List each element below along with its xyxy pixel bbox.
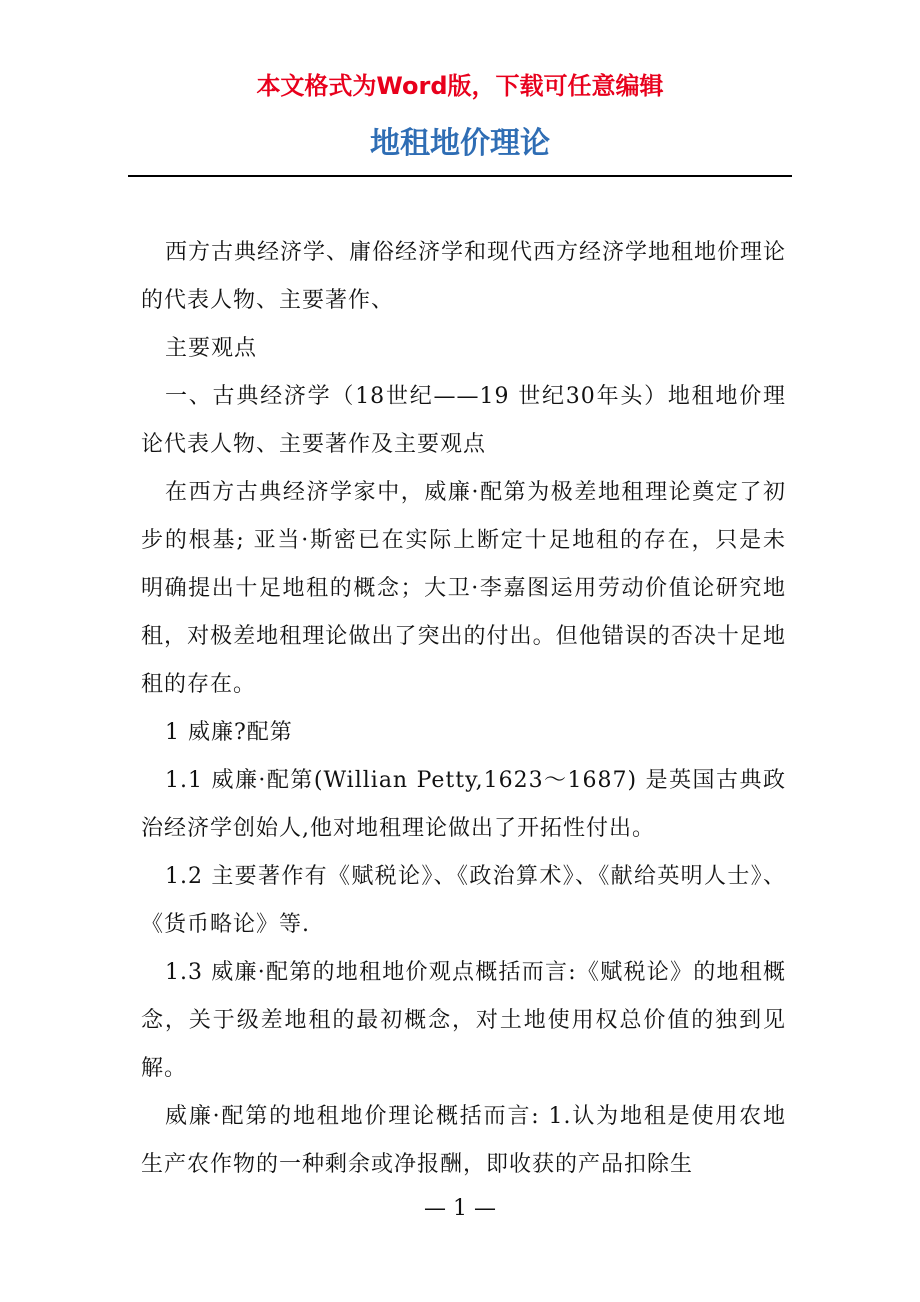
section-heading-classical: 一、古典经济学（18世纪——19 世纪30年头）地租地价理论代表人物、主要著作及主要观点 [141,384,786,457]
paragraph-main-points: 主要观点 [165,336,258,361]
paragraph-petty-views: 1.3 威廉·配第的地租地价观点概括而言:《赋税论》的地租概念，关于级差地租的最初概念，对土地使用权总价值的独到见解。 [141,960,786,1081]
paragraph-petty-bio: 1.1 威廉·配第(Willian Petty,1623～1687) 是英国古典政治经济学创始人,他对地租理论做出了开拓性付出。 [141,768,786,841]
paragraph-intro: 西方古典经济学、庸俗经济学和现代西方经济学地租地价理论的代表人物、主要著作、 [141,240,787,313]
document-title: 地租地价理论 [370,126,550,161]
page-number: — 1 — [424,1196,496,1221]
paragraph-classical-overview: 在西方古典经济学家中，威廉·配第为极差地租理论奠定了初步的根基; 亚当·斯密已在实际上断定十足地租的存在，只是未明确提出十足地租的概念；大卫·李嘉图运用劳动价值论研究地租，对极差地租理论做出了突出的付出。但他错误的否决十足地租的存在。 [141,480,786,697]
format-notice-banner: 本文格式为Word版，下载可任意编辑 [256,72,664,100]
document-body [141,229,786,1189]
subheading-petty: 1 威廉?配第 [165,720,293,745]
title-divider [128,175,792,177]
paragraph-petty-works: 1.2 主要著作有《赋税论》、《政治算术》、《献给英明人士》、《货币略论》等. [141,864,786,937]
paragraph-petty-theory: 威廉·配第的地租地价理论概括而言: 1.认为地租是使用农地生产农作物的一种剩余或净报酬，即收获的产品扣除生 [141,1104,786,1177]
